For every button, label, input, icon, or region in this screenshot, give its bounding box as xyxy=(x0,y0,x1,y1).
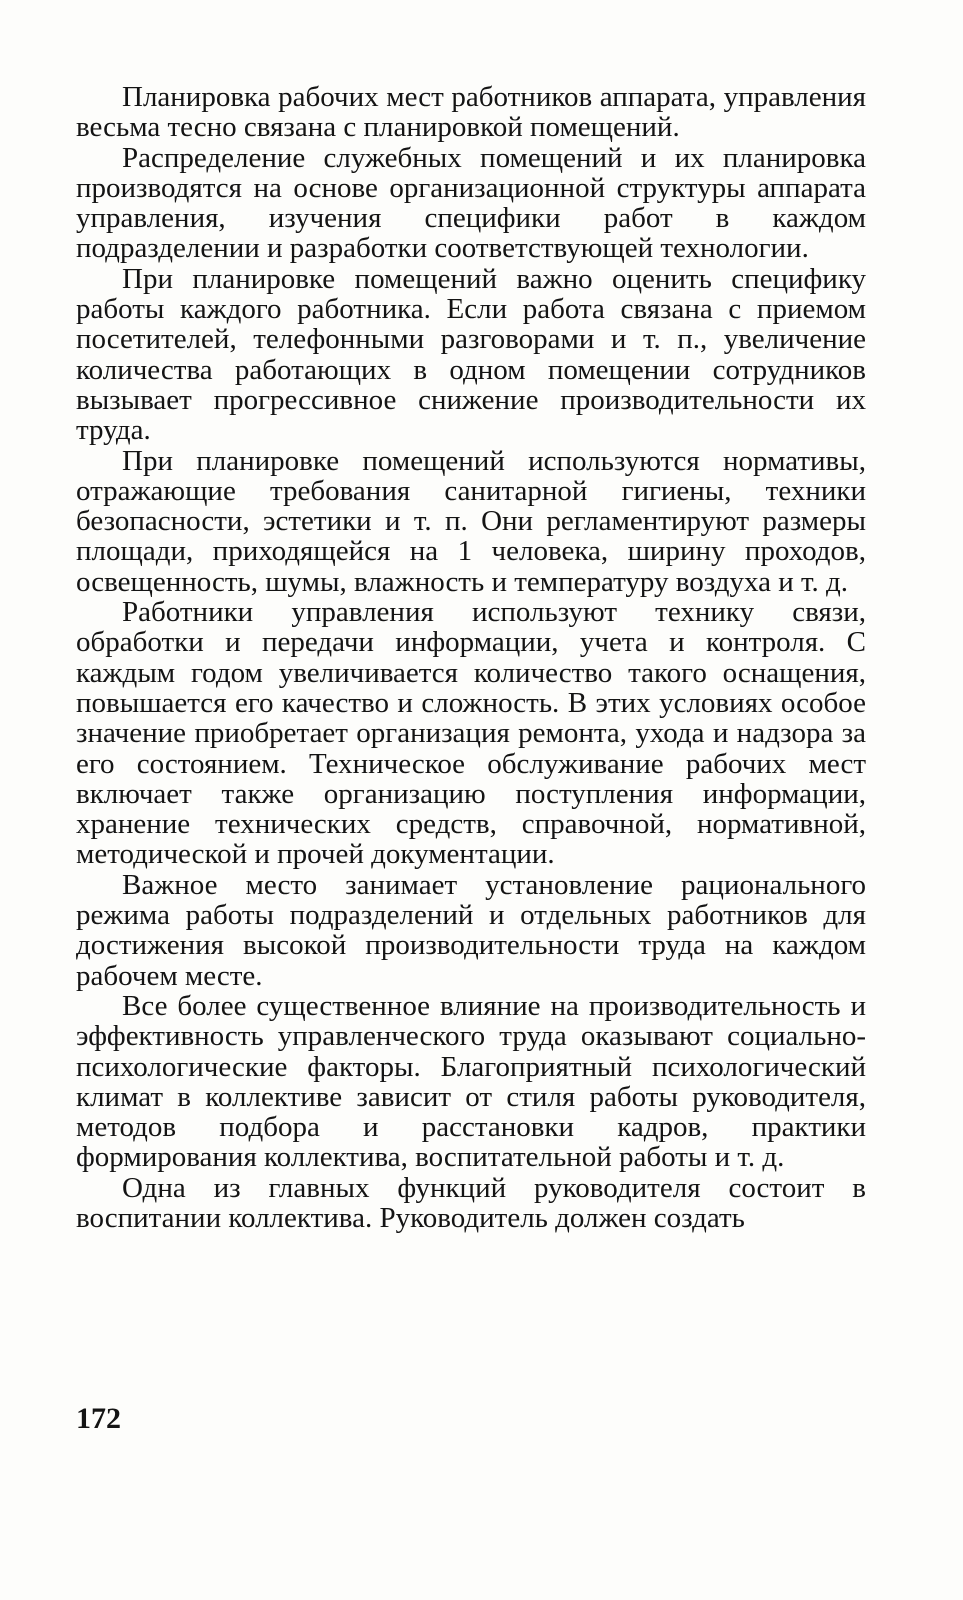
paragraph: Все более существенное влияние на производительность и эффективность управленческого труда оказывают социально-психологические факторы. Благоприятный психологический климат в коллективе зависит от стиля работы руководителя, методов подбора и расстановки кадров, практики формирования коллектива, воспитательной работы и т. д. xyxy=(76,989,866,1174)
paragraph: При планировке помещений используются нормативы, отражающие требования санитарной гигиены, техники безопасности, эстетики и т. п. Они регламентируют размеры площади, приходящейся на 1 человека, ширину проходов, освещенность, шумы, влажность и температуру воздуха и т. д. xyxy=(76,444,866,598)
paragraph: Распределение служебных помещений и их планировка производятся на основе организационной структуры аппарата управления, изучения специфики работ в каждом подразделении и разработки соответствующей технологии. xyxy=(76,141,866,265)
paragraph: При планировке помещений важно оценить специфику работы каждого работника. Если работа связана с приемом посетителей, телефонными разговорами и т. п., увеличение количества работающих в одном помещении сотрудников вызывает прогрессивное снижение производительности их труда. xyxy=(76,262,866,447)
page-number: 172 xyxy=(76,1402,121,1435)
paragraph: Одна из главных функций руководителя состоит в воспитании коллектива. Руководитель должен создать xyxy=(76,1171,866,1234)
paragraph: Планировка рабочих мест работников аппарата, управления весьма тесно связана с планировкой помещений. xyxy=(76,81,866,144)
body-text xyxy=(76,82,866,1233)
paragraph: Работники управления используют технику связи, обработки и передачи информации, учета и контроля. С каждым годом увеличивается количество такого оснащения, повышается его качество и сложность. В этих условиях особое значение приобретает организация ремонта, ухода и надзора за его состоянием. Техническое обслуживание рабочих мест включает также организацию поступления информации, хранение технических средств, справочной, нормативной, методической и прочей документации. xyxy=(76,596,866,871)
paragraph: Важное место занимает установление рационального режима работы подразделений и отдельных работников для достижения высокой производительности труда на каждом рабочем месте. xyxy=(76,868,866,992)
